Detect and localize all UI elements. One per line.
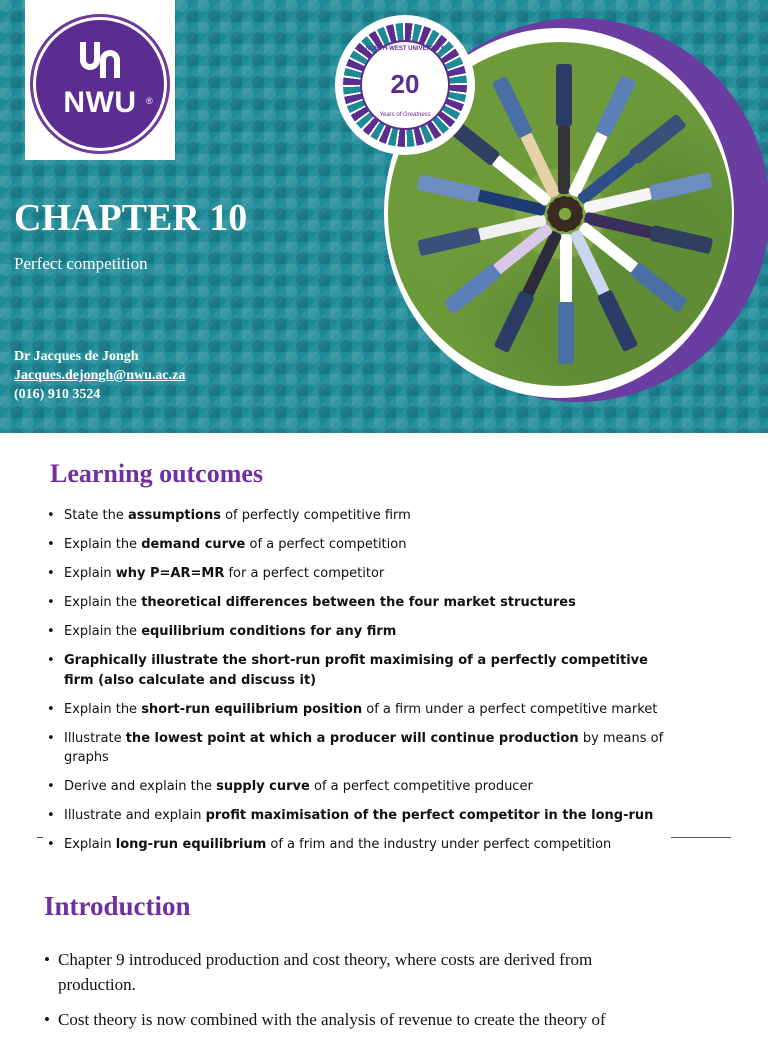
learning-outcome-item (47, 835, 667, 855)
introduction-item: • Chapter 9 introduced production and cost theory, where costs are derived from production. (44, 947, 644, 997)
outcome-text: State the (64, 508, 129, 523)
outcome-emphasis: long-run equilibrium (115, 837, 267, 852)
outcome-text: of a frim and the industry under perfect competition (266, 837, 612, 852)
outcome-emphasis: demand curve (141, 537, 246, 552)
nwu-emblem-icon (76, 38, 124, 82)
outcome-emphasis: assumptions (128, 508, 221, 523)
registered-mark: ® (146, 96, 153, 106)
chapter-subtitle: Perfect competition (14, 254, 148, 273)
outcome-emphasis: supply curve (216, 779, 310, 794)
introduction-item: • Cost theory is now combined with the analysis of revenue to create the theory of (44, 1007, 644, 1032)
outcome-emphasis: Graphically illustrate the short-run profit maximising of a perfectly competitive firm (also calculate and discuss it) (64, 653, 648, 688)
learning-outcome-item (47, 700, 667, 720)
learning-outcomes-list (47, 506, 667, 864)
outcome-emphasis: equilibrium conditions for any firm (141, 624, 397, 639)
introduction-list (44, 947, 644, 1042)
learning-outcome-item (47, 593, 667, 613)
chapter-title: CHAPTER 10 (14, 197, 248, 239)
outcome-text: of a perfect competition (245, 537, 407, 552)
logo-text: NWU (63, 86, 137, 119)
outcome-text: Explain the (64, 595, 142, 610)
outcome-text: Explain (64, 566, 116, 581)
learning-outcome-item (47, 651, 667, 690)
introduction-title: Introduction (44, 891, 191, 921)
title-slide (0, 0, 768, 433)
learning-outcome-item (47, 729, 667, 768)
outcome-emphasis: profit maximisation of the perfect competitor in the long-run (205, 808, 654, 823)
outcome-text: Explain the (64, 537, 142, 552)
learning-outcome-item (47, 506, 667, 526)
slide-divider-left (37, 837, 43, 838)
outcome-emphasis: theoretical differences between the four market structures (141, 595, 576, 610)
outcome-text: Explain (64, 837, 116, 852)
outcome-text: Illustrate and explain (64, 808, 206, 823)
outcome-text: of perfectly competitive firm (220, 508, 411, 523)
slide-divider-right (671, 837, 731, 838)
author-phone: (016) 910 3524 (14, 387, 101, 402)
learning-outcome-item (47, 564, 667, 584)
outcome-text: by means of graphs (64, 730, 664, 765)
learning-outcome-item (47, 806, 667, 826)
badge-university-text: NORTH-WEST UNIVERSITY (365, 46, 445, 52)
author-email-link[interactable]: Jacques.dejongh@nwu.ac.za (14, 368, 186, 383)
outcome-text: for a perfect competitor (224, 566, 385, 581)
learning-outcome-item (47, 535, 667, 555)
outcome-emphasis: why P=AR=MR (115, 566, 225, 581)
outcome-text: Illustrate (64, 730, 126, 746)
outcome-text: Explain the (64, 624, 142, 639)
outcome-text: Explain the (64, 701, 142, 717)
author-block (14, 347, 185, 404)
author-name: Dr Jacques de Jongh (14, 349, 139, 364)
learning-outcome-item (47, 777, 667, 797)
learning-outcome-item (47, 622, 667, 642)
outcome-emphasis: short-run equilibrium position (141, 701, 363, 717)
outcome-text: of a perfect competitive producer (309, 779, 533, 794)
outcome-text: of a firm under a perfect competitive market (362, 701, 658, 717)
badge-number: 20 (390, 69, 420, 99)
badge-tagline: Years of Greatness (379, 112, 431, 118)
outcome-emphasis: the lowest point at which a producer will continue production (125, 730, 579, 746)
learning-outcomes-title: Learning outcomes (50, 459, 264, 488)
outcome-text: Derive and explain the (64, 779, 217, 794)
